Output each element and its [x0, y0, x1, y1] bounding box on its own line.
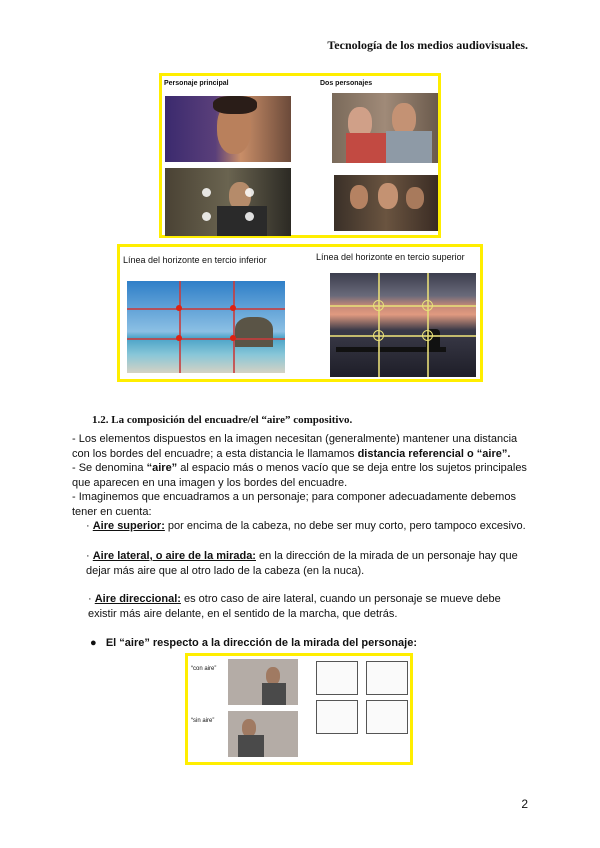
bullet-aire-superior-title: Aire superior: — [92, 520, 165, 532]
page-number: 2 — [521, 797, 528, 811]
figure-label-horizon-lower: Línea del horizonte en tercio inferior — [123, 255, 267, 265]
figure-label-main-character: Personaje principal — [164, 80, 229, 87]
sketch-profile-3 — [316, 700, 358, 734]
figure-look-room — [185, 653, 413, 765]
bullet-aire-direccional-text: es otro caso de aire lateral, cuando un personaje se mueve debe existir más aire delante, en el sentido de la marcha, que detrás. — [88, 593, 501, 620]
sketch-profile-1 — [316, 661, 358, 695]
paragraph-aire-bold: “aire” — [146, 462, 178, 474]
photo-sunset-pier-grid — [330, 273, 476, 377]
bullet-aire-superior: · Aire superior: por encima de la cabeza, no debe ser muy corto, pero tampoco excesivo. — [86, 520, 526, 532]
figure-framing-examples — [159, 73, 441, 238]
section-title: 1.2. La composición del encuadre/el “aire” compositivo. — [92, 414, 353, 426]
figure-label-horizon-upper: Línea del horizonte en tercio superior — [316, 252, 465, 262]
paragraph-aire-definition — [72, 461, 532, 490]
bullet-aire-direccional: · Aire direccional: es otro caso de aire lateral, cuando un personaje se mueve debe existir más aire delante, en el sentido de la marcha, que detrás. — [88, 593, 501, 620]
paragraph-imagine: - Imaginemos que encuadramos a un personaje; para componer adecuadamente debemos tener en cuenta: — [72, 491, 516, 518]
figure-label-sin-aire: “sin aire” — [191, 718, 215, 724]
paragraph-aire-text-a: - Se denomina — [72, 462, 147, 474]
bullet-aire-mirada-text: El “aire” respecto a la dirección de la mirada del personaje: — [105, 637, 418, 649]
paragraph-distance-text: - Los elementos dispuestos en la imagen necesitan (generalmente) mantener una distancia con los bordes del encuadre; a esta distancia le llamamos — [72, 433, 518, 460]
bullet-aire-direccional-title: Aire direccional: — [94, 593, 181, 605]
photo-man-with-lookroom — [228, 659, 298, 705]
sketch-profile-2 — [366, 661, 408, 695]
photo-man-without-lookroom — [228, 711, 298, 757]
paragraph-aire-text-b: al espacio más o menos vacío que se deja entre los sujetos principales que aparecen en una imagen y los bordes del encuadre. — [72, 462, 527, 489]
figure-horizon-examples — [117, 244, 483, 382]
photo-beach-horizon-grid — [127, 281, 285, 373]
photo-two-men — [334, 175, 438, 231]
bullet-aire-lateral-title: Aire lateral, o aire de la mirada: — [92, 550, 256, 562]
bullet-aire-mirada — [90, 636, 530, 651]
paragraph-distance-bold: distancia referencial o “aire”. — [357, 447, 511, 460]
photo-guitar-player-grid — [165, 168, 291, 236]
bullet-aire-lateral: · Aire lateral, o aire de la mirada: en la dirección de la mirada de un personaje hay que dejar más aire que al otro lado de la cabeza (en la nuca). — [86, 550, 518, 577]
figure-label-con-aire: “con aire” — [191, 666, 217, 672]
figure-label-two-characters: Dos personajes — [320, 80, 373, 87]
photo-two-people — [332, 93, 438, 163]
paragraph-distance — [72, 432, 532, 461]
page-header: Tecnología de los medios audiovisuales. — [327, 38, 528, 52]
photo-man-closeup — [165, 96, 291, 162]
bullet-aire-superior-text: por encima de la cabeza, no debe ser muy corto, pero tampoco excesivo. — [164, 520, 526, 532]
bullet-aire-lateral-text: en la dirección de la mirada de un personaje hay que dejar más aire que al otro lado de la cabeza (en la nuca). — [86, 550, 518, 577]
bullet-dot-icon: ● — [90, 637, 97, 649]
sketch-profile-4 — [366, 700, 408, 734]
